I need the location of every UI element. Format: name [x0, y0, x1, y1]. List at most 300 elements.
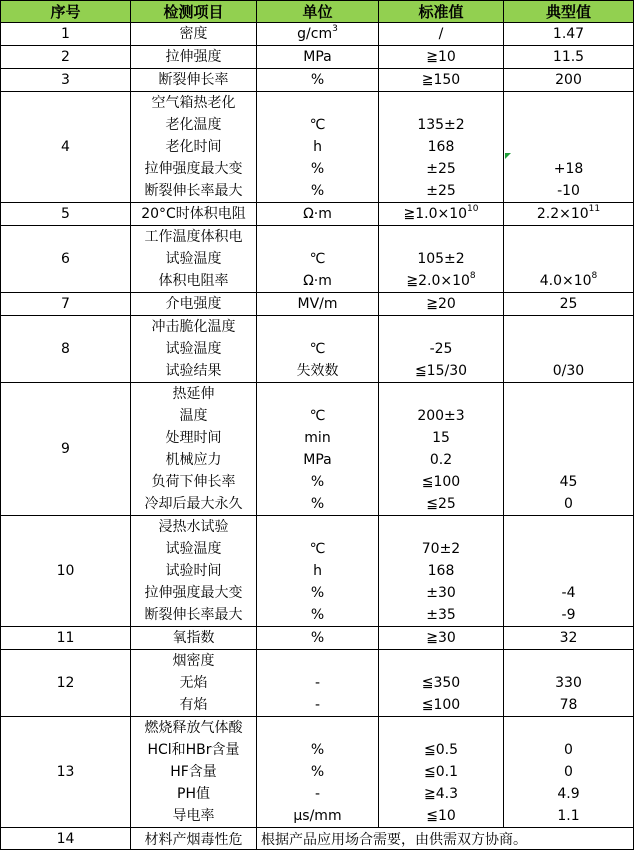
standard-cell-line-text: ≦100	[421, 697, 461, 713]
row-number: 2	[1, 46, 131, 69]
standard-cell-line	[379, 650, 503, 672]
item-cell-line	[131, 226, 256, 248]
row-number: 4	[1, 92, 131, 203]
unit-cell-line	[257, 158, 378, 180]
standard-cell-line-text: ≦15/30	[414, 363, 468, 379]
item-cell	[131, 516, 257, 627]
typical-cell-line	[504, 717, 633, 739]
unit-cell-line-text: MPa	[303, 49, 332, 65]
unit-cell	[257, 316, 379, 383]
item-cell-line-text: 老化温度	[165, 117, 222, 133]
item-cell	[131, 717, 257, 828]
item-cell-line-text: HCl和HBr含量	[147, 742, 240, 758]
typical-cell-line-text: 32	[559, 630, 578, 646]
unit-cell	[257, 46, 379, 69]
standard-cell-line	[379, 717, 503, 739]
standard-cell-line	[379, 92, 503, 114]
unit-cell-line	[257, 516, 378, 538]
item-cell-line	[131, 92, 256, 114]
unit-cell-line-text: %	[310, 607, 325, 623]
standard-cell-line-text: ±35	[426, 607, 456, 623]
unit-cell-line	[257, 114, 378, 136]
unit-cell-line-text: %	[310, 72, 325, 88]
table-row	[1, 293, 634, 316]
standard-cell	[379, 650, 504, 717]
table-row	[1, 717, 634, 828]
typical-cell-line-text: 200	[555, 72, 582, 88]
item-cell	[131, 203, 257, 226]
item-cell-line	[131, 69, 256, 91]
unit-cell	[257, 203, 379, 226]
item-cell-line	[131, 293, 256, 315]
typical-cell-line	[504, 226, 633, 248]
unit-cell-line-text: MPa	[303, 452, 332, 468]
typical-cell-line	[504, 516, 633, 538]
unit-cell-line	[257, 627, 378, 649]
unit-cell-line	[257, 360, 378, 382]
item-cell-line	[131, 717, 256, 739]
standard-cell-line	[379, 627, 503, 649]
standard-cell-line	[379, 248, 503, 270]
unit-cell-line	[257, 471, 378, 493]
typical-cell-line	[504, 471, 633, 493]
typical-cell	[504, 203, 634, 226]
unit-cell-line-text: min	[304, 430, 331, 446]
item-cell-line	[131, 338, 256, 360]
unit-cell-line-text: ℃	[309, 408, 326, 424]
typical-cell-line-text: 1.1	[557, 808, 580, 824]
standard-cell-line	[379, 158, 503, 180]
typical-cell-line-text: 11.5	[552, 49, 585, 65]
item-cell-line	[131, 23, 256, 45]
row-number: 1	[1, 23, 131, 46]
typical-cell-line	[504, 493, 633, 515]
standard-cell-line	[379, 516, 503, 538]
standard-cell-line	[379, 360, 503, 382]
item-cell-line	[131, 383, 256, 405]
item-cell-line	[131, 627, 256, 649]
standard-cell	[379, 516, 504, 627]
standard-cell-line-text: ±30	[426, 585, 456, 601]
item-cell-line-text: 负荷下伸长率	[151, 474, 236, 490]
unit-cell-line-text: %	[310, 474, 325, 490]
typical-cell-line	[504, 46, 633, 68]
unit-cell-line	[257, 226, 378, 248]
unit-cell-line-text: %	[310, 764, 325, 780]
typical-cell	[504, 46, 634, 69]
standard-cell-line	[379, 538, 503, 560]
unit-cell-line	[257, 92, 378, 114]
unit-cell-line	[257, 23, 378, 45]
header-unit: 单位	[257, 1, 379, 23]
typical-cell-line	[504, 92, 633, 114]
unit-cell-line-text: %	[310, 630, 325, 646]
unit-cell-line	[257, 316, 378, 338]
standard-cell-line	[379, 582, 503, 604]
standard-cell-line-text: ≧30	[426, 630, 456, 646]
typical-cell-line-exponent: 8	[591, 271, 598, 282]
unit-cell-line-text: ℃	[309, 341, 326, 357]
typical-cell	[504, 226, 634, 293]
standard-cell-line-text: ≦10	[426, 808, 456, 824]
item-cell-line-text: 冲击脆化温度	[151, 319, 236, 335]
item-cell-line	[131, 248, 256, 270]
item-cell-line	[131, 493, 256, 515]
item-cell-line	[131, 180, 256, 202]
typical-cell-line	[504, 672, 633, 694]
typical-cell-line-text: +18	[553, 161, 584, 177]
row-number: 14	[1, 828, 131, 850]
unit-cell-line	[257, 604, 378, 626]
item-cell	[131, 383, 257, 516]
unit-cell-line	[257, 270, 378, 292]
standard-cell-line	[379, 46, 503, 68]
unit-cell-line	[257, 69, 378, 91]
typical-cell-line	[504, 694, 633, 716]
item-cell-line	[131, 672, 256, 694]
unit-cell-line-text: h	[313, 563, 322, 579]
item-cell-line-text: 试验温度	[165, 251, 222, 267]
standard-cell-line	[379, 560, 503, 582]
table-row	[1, 383, 634, 516]
standard-cell-line-text: ±25	[426, 161, 456, 177]
item-cell-line-text: HF含量	[170, 764, 217, 780]
item-cell-line-text: 试验结果	[165, 363, 222, 379]
unit-cell-line-text: -	[314, 675, 321, 691]
typical-cell-line-text: 330	[555, 675, 582, 691]
standard-cell-line	[379, 694, 503, 716]
typical-cell-line	[504, 270, 633, 292]
typical-cell-line-text: 0	[564, 742, 573, 758]
item-cell-line-text: 工作温度体积电	[144, 229, 243, 245]
item-cell	[131, 293, 257, 316]
item-cell-line-text: 燃烧释放气体酸	[144, 720, 243, 736]
unit-cell-line	[257, 338, 378, 360]
unit-cell	[257, 23, 379, 46]
typical-cell	[504, 23, 634, 46]
item-cell-line	[131, 46, 256, 68]
standard-cell	[379, 383, 504, 516]
typical-cell-line	[504, 604, 633, 626]
typical-cell-line-text: -9	[561, 607, 576, 623]
item-cell-line	[131, 471, 256, 493]
standard-cell-line	[379, 471, 503, 493]
standard-cell-line-text: ≦350	[421, 675, 461, 691]
unit-cell	[257, 383, 379, 516]
table-row	[1, 226, 634, 293]
item-cell-line-text: 处理时间	[165, 430, 222, 446]
unit-cell-line-text: ℃	[309, 117, 326, 133]
typical-cell-line	[504, 427, 633, 449]
standard-cell	[379, 316, 504, 383]
unit-cell	[257, 92, 379, 203]
unit-cell-line-text: %	[310, 496, 325, 512]
unit-cell-line-text: Ω·m	[303, 206, 332, 222]
unit-cell-line	[257, 46, 378, 68]
standard-cell	[379, 46, 504, 69]
item-cell-line	[131, 516, 256, 538]
standard-cell	[379, 203, 504, 226]
typical-cell-line-text: 0	[564, 496, 573, 512]
standard-cell-line-text: ≧20	[426, 296, 456, 312]
typical-cell-line	[504, 650, 633, 672]
table-row	[1, 828, 634, 850]
item-cell-line-text: 断裂伸长率最大	[144, 607, 243, 623]
standard-cell-line	[379, 180, 503, 202]
unit-cell-line	[257, 538, 378, 560]
unit-cell-line-text: MV/m	[297, 296, 338, 312]
typical-cell-line-exponent: 11	[588, 204, 601, 215]
table-row	[1, 650, 634, 717]
table-row	[1, 46, 634, 69]
table-row	[1, 627, 634, 650]
standard-cell	[379, 226, 504, 293]
standard-cell-line	[379, 136, 503, 158]
unit-cell-line	[257, 783, 378, 805]
item-cell-line	[131, 203, 256, 225]
item-cell: 材料产烟毒性危	[131, 828, 257, 850]
unit-cell-line-text: %	[310, 742, 325, 758]
item-cell-line	[131, 316, 256, 338]
unit-cell-line-text: -	[314, 697, 321, 713]
item-cell-line	[131, 783, 256, 805]
unit-cell-line	[257, 694, 378, 716]
unit-cell	[257, 627, 379, 650]
typical-cell-line	[504, 383, 633, 405]
standard-cell	[379, 293, 504, 316]
typical-cell-line	[504, 739, 633, 761]
header-typical: 典型值	[504, 1, 634, 23]
item-cell-line	[131, 694, 256, 716]
table-row	[1, 69, 634, 92]
standard-cell-line-text: ±25	[426, 183, 456, 199]
typical-cell-line-text: 78	[559, 697, 578, 713]
item-cell-line-text: 热延伸	[172, 386, 215, 402]
item-cell-line	[131, 538, 256, 560]
item-cell-line-text: 浸热水试验	[158, 519, 229, 535]
standard-cell-line	[379, 672, 503, 694]
item-cell-line-text: 温度	[179, 408, 208, 424]
unit-cell-line-text: Ω·m	[303, 273, 332, 289]
typical-cell-line-text: 4.0×10	[539, 273, 592, 289]
unit-cell-line-text: %	[310, 585, 325, 601]
standard-cell-line	[379, 805, 503, 827]
typical-cell	[504, 650, 634, 717]
standard-cell	[379, 92, 504, 203]
typical-cell	[504, 293, 634, 316]
typical-cell-line-text: -4	[561, 585, 576, 601]
standard-cell-line-text: ≦0.1	[424, 764, 458, 780]
unit-cell	[257, 516, 379, 627]
typical-cell-line	[504, 805, 633, 827]
table-row	[1, 23, 634, 46]
unit-cell	[257, 69, 379, 92]
item-cell	[131, 46, 257, 69]
item-cell-line	[131, 158, 256, 180]
unit-cell-line	[257, 493, 378, 515]
unit-cell-line	[257, 672, 378, 694]
item-cell-line-text: 空气箱热老化	[151, 95, 236, 111]
item-cell	[131, 650, 257, 717]
table-row	[1, 316, 634, 383]
typical-cell-line	[504, 23, 633, 45]
item-cell-line-text: 机械应力	[165, 452, 222, 468]
typical-cell-line-text: 2.2×10	[536, 206, 589, 222]
item-cell-line-text: 试验温度	[165, 541, 222, 557]
item-cell-line	[131, 427, 256, 449]
item-cell-line-text: 密度	[179, 26, 208, 42]
typical-cell-line	[504, 783, 633, 805]
typical-cell-line-text: 4.9	[557, 786, 580, 802]
standard-cell-line	[379, 449, 503, 471]
unit-cell-line	[257, 449, 378, 471]
typical-cell-line	[504, 582, 633, 604]
typical-cell	[504, 69, 634, 92]
item-cell-line	[131, 405, 256, 427]
unit-cell-line-text: %	[310, 161, 325, 177]
item-cell-line-text: 试验时间	[165, 563, 222, 579]
item-cell	[131, 627, 257, 650]
row-number: 11	[1, 627, 131, 650]
unit-cell-line-text: μs/mm	[293, 808, 342, 824]
standard-cell-line-text: 168	[427, 139, 455, 155]
standard-cell-line	[379, 761, 503, 783]
row-number: 9	[1, 383, 131, 516]
standard-cell-line-text: /	[438, 26, 444, 42]
typical-cell-line	[504, 627, 633, 649]
standard-cell-line-text: 0.2	[429, 452, 453, 468]
header-item: 检测项目	[131, 1, 257, 23]
standard-cell-line-exponent: 8	[469, 271, 476, 282]
item-cell-line	[131, 739, 256, 761]
typical-cell-line	[504, 338, 633, 360]
typical-cell-line	[504, 69, 633, 91]
unit-cell	[257, 226, 379, 293]
unit-cell-line	[257, 405, 378, 427]
standard-cell-line-text: 70±2	[421, 541, 461, 557]
item-cell-line-text: 冷却后最大永久	[144, 496, 243, 512]
typical-cell	[504, 717, 634, 828]
typical-cell-line	[504, 293, 633, 315]
item-cell-line	[131, 136, 256, 158]
typical-cell-line	[504, 158, 633, 180]
item-cell	[131, 92, 257, 203]
standard-cell	[379, 717, 504, 828]
typical-cell-line	[504, 180, 633, 202]
unit-cell-line	[257, 761, 378, 783]
unit-cell	[257, 650, 379, 717]
item-cell-line-text: 无焰	[179, 675, 208, 691]
unit-cell-line	[257, 136, 378, 158]
table-row	[1, 203, 634, 226]
item-cell-line-text: 导电率	[172, 808, 215, 824]
standard-cell-line	[379, 114, 503, 136]
item-cell-line	[131, 560, 256, 582]
standard-cell-line	[379, 783, 503, 805]
item-cell-line-text: 烟密度	[172, 653, 215, 669]
table-row	[1, 92, 634, 203]
standard-cell-line-text: -25	[429, 341, 453, 357]
unit-cell-line-text: 失效数	[296, 363, 339, 379]
typical-cell-line	[504, 560, 633, 582]
typical-cell-line	[504, 316, 633, 338]
unit-cell-line	[257, 650, 378, 672]
row-number: 3	[1, 69, 131, 92]
note-cell: 根据产品应用场合需要，由供需双方协商。	[257, 828, 634, 850]
unit-cell	[257, 293, 379, 316]
item-cell-line	[131, 449, 256, 471]
item-cell-line	[131, 650, 256, 672]
standard-cell-line-text: ≧4.3	[424, 786, 458, 802]
typical-cell-line	[504, 114, 633, 136]
item-cell	[131, 316, 257, 383]
typical-cell-line	[504, 360, 633, 382]
item-cell-line	[131, 582, 256, 604]
unit-cell-line	[257, 293, 378, 315]
standard-cell-line-text: 200±3	[417, 408, 465, 424]
item-cell	[131, 23, 257, 46]
row-number: 7	[1, 293, 131, 316]
standard-cell-line	[379, 383, 503, 405]
typical-cell-line-text: 0	[564, 764, 573, 780]
standard-cell-line-text: ≧1.0×10	[403, 206, 468, 222]
typical-cell	[504, 627, 634, 650]
item-cell-line-text: 拉伸强度最大变	[144, 585, 243, 601]
item-cell-line-text: 拉伸强度最大变	[144, 161, 243, 177]
unit-cell-line	[257, 383, 378, 405]
item-cell	[131, 226, 257, 293]
typical-cell-line	[504, 203, 633, 225]
standard-cell-line	[379, 293, 503, 315]
item-cell-line-text: 拉伸强度	[165, 49, 222, 65]
standard-cell-line	[379, 23, 503, 45]
standard-cell-line-text: ≧2.0×10	[406, 273, 470, 289]
typical-cell-line-text: 45	[559, 474, 578, 490]
standard-cell-line-text: ≦100	[421, 474, 461, 490]
header-no: 序号	[1, 1, 131, 23]
unit-cell	[257, 717, 379, 828]
standard-cell-line	[379, 69, 503, 91]
typical-cell-line	[504, 248, 633, 270]
item-cell-line	[131, 761, 256, 783]
unit-cell-line	[257, 248, 378, 270]
standard-cell-line	[379, 493, 503, 515]
unit-cell-line-text: g/cm	[297, 26, 333, 42]
standard-cell-line	[379, 203, 503, 225]
standard-cell	[379, 23, 504, 46]
typical-cell	[504, 383, 634, 516]
item-cell-line	[131, 805, 256, 827]
row-number: 13	[1, 717, 131, 828]
item-cell-line-text: 老化时间	[165, 139, 222, 155]
standard-cell-line	[379, 316, 503, 338]
standard-cell-line	[379, 338, 503, 360]
unit-cell-line-text: ℃	[309, 251, 326, 267]
unit-cell-line	[257, 427, 378, 449]
standard-cell-line	[379, 427, 503, 449]
typical-cell-line-text: 25	[559, 296, 578, 312]
unit-cell-line	[257, 180, 378, 202]
typical-cell	[504, 316, 634, 383]
row-number: 5	[1, 203, 131, 226]
typical-cell-line	[504, 405, 633, 427]
item-cell-line-text: 20°C时体积电阻	[141, 206, 246, 222]
item-cell-line-text: 断裂伸长率	[158, 72, 229, 88]
unit-cell-line	[257, 805, 378, 827]
unit-cell-line-text: ℃	[309, 541, 326, 557]
unit-cell-line-exponent: 3	[332, 24, 338, 35]
standard-cell-line	[379, 739, 503, 761]
